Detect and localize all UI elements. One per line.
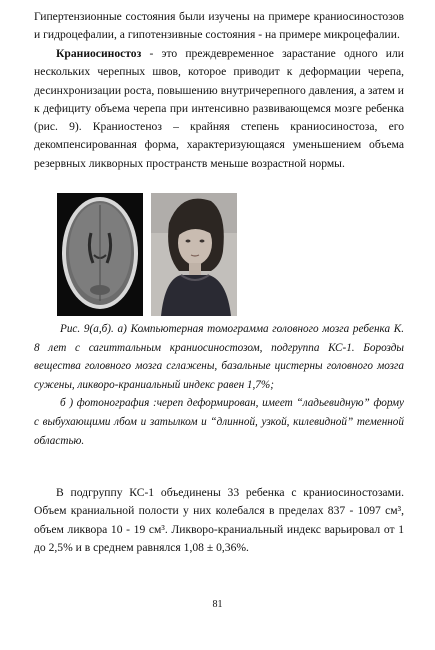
paragraph-subgroup: В подгруппу КС-1 объединены 33 ребенка с краниосиностозами. Объем краниальной полости у них колебался в пределах 837 - 1097 см³, объем ликвора 10 - 19 см³. Ликворо-краниальный индекс варьировал от 1 до 2,5% и в среднем равнялся 1,08 ± 0,36%. <box>34 486 404 554</box>
caption-part-a: Рис. 9(а,б). а) Компьютерная томограмма головного мозга ребенка К. 8 лет с сагиттальным краниосиностозом, подгруппа КС-1. Борозды вещества головного мозга сглажены, базальные цистерны головного мозга сужены, ликворо-краниальный индекс равен 1,7%; <box>34 323 404 391</box>
paragraph-definition <box>34 45 404 173</box>
child-photo <box>151 193 237 316</box>
paragraph-intro: Гипертензионные состояния были изучены на примере краниосиностозов и гидроцефалии, а гипотензивные состояния - на примере микроцефалии. <box>34 10 404 42</box>
ct-scan-image <box>57 193 143 316</box>
term-craniosynostosis: Краниосиностоз <box>56 47 142 60</box>
figure-caption <box>34 320 404 450</box>
caption-part-b: б ) фотонография :череп деформирован, имеет “ладьевидную” форму с выбухающими лбом и затылком и “длинной, узкой, килевидной” теменной областью. <box>34 397 404 447</box>
definition-text: - это преждевременное зарастание одного или нескольких черепных швов, которое приводит к деформации черепа, десинхронизации роста, повышению внутричерепного давления, а затем и к дефициту объема черепа при интенсивно развивающемся мозге ребенка (рис. 9). Краниостеноз – крайняя степень краниосиностоза, его декомпенсированная форма, характеризующаяся уменьшением объема резервных ликворных пространств меньше возрастной нормы. <box>34 47 404 170</box>
page-number: 81 <box>212 599 223 610</box>
figure-9 <box>57 193 327 316</box>
